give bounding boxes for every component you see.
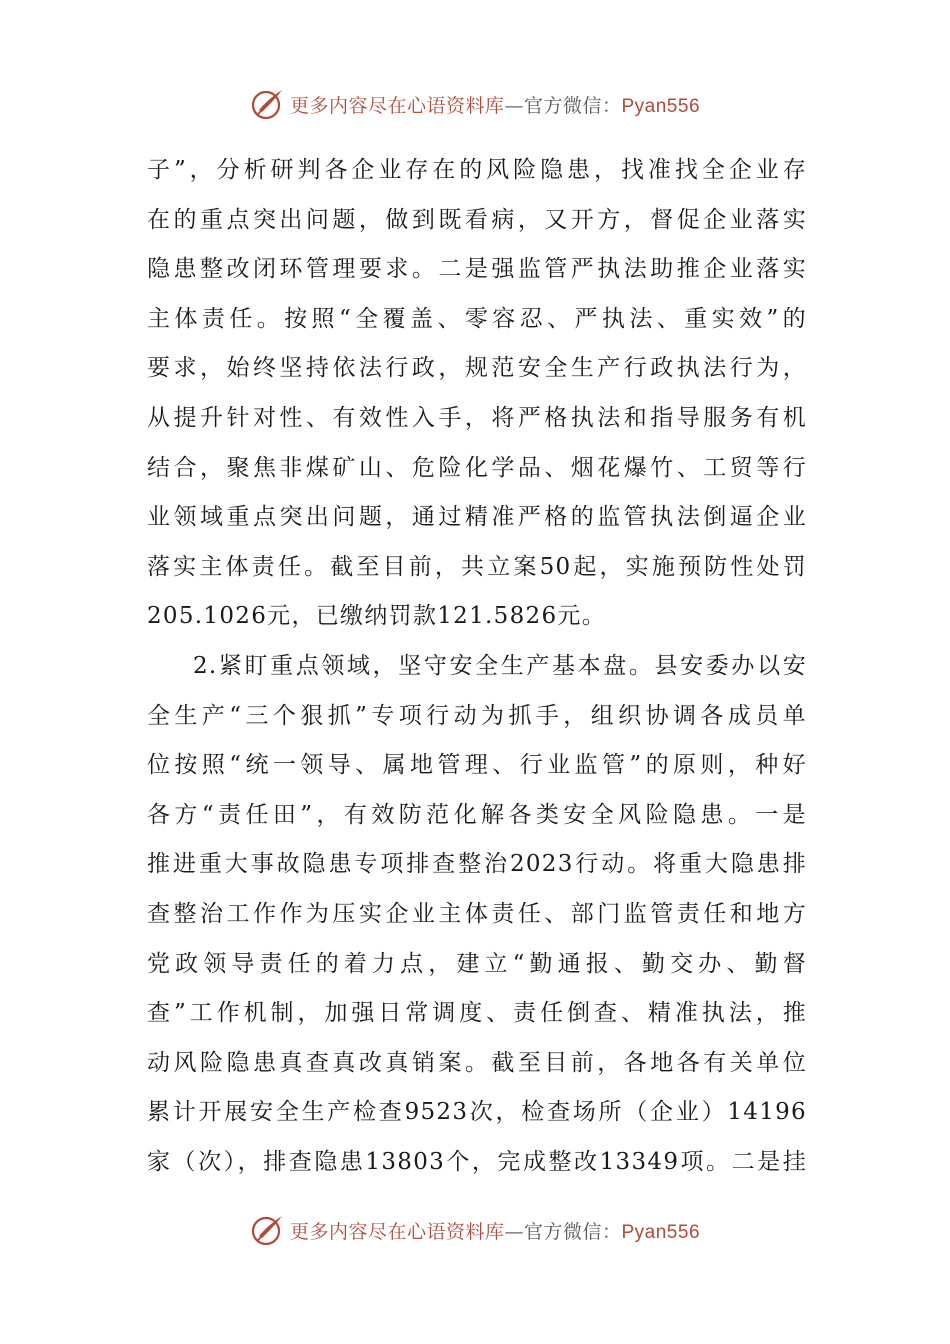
- document-body: [147, 146, 807, 1187]
- text-line-12: 全生产“三个狠抓”专项行动为抓手，组织协调各成员单: [147, 702, 807, 729]
- quill-logo-icon: [250, 1212, 286, 1248]
- text-line-10: 205.1026元，已缴纳罚款121.5826元。: [147, 603, 606, 630]
- watermark-text: [290, 1217, 700, 1244]
- text-line-14: 各方“责任田”，有效防范化解各类安全风险隐患。一是: [147, 801, 807, 828]
- watermark-text: [290, 91, 700, 118]
- watermark-wechat-id: Pyan556: [621, 95, 701, 117]
- text-line-4: 主体责任。按照“全覆盖、零容忍、严执法、重实效”的: [147, 305, 807, 332]
- text-line-3: 隐患整改闭环管理要求。二是强监管严执法助推企业落实: [147, 256, 807, 283]
- header-watermark: [0, 84, 950, 124]
- text-line-15: 推进重大事故隐患专项排查整治2023行动。将重大隐患排: [147, 851, 807, 878]
- quill-logo-icon: [250, 86, 286, 122]
- watermark-wechat-id: Pyan556: [621, 1221, 701, 1243]
- text-line-7: 结合，聚焦非煤矿山、危险化学品、烟花爆竹、工贸等行: [147, 454, 807, 481]
- watermark-wechat-label: 官方微信：: [523, 1220, 622, 1243]
- text-line-11: 2.紧盯重点领域，坚守安全生产基本盘。县安委办以安: [193, 652, 807, 679]
- text-line-9: 落实主体责任。截至目前，共立案50起，实施预防性处罚: [147, 553, 807, 580]
- text-line-6: 从提升针对性、有效性入手，将严格执法和指导服务有机: [147, 404, 807, 431]
- text-line-17: 党政领导责任的着力点，建立“勤通报、勤交办、勤督: [147, 950, 807, 977]
- text-line-5: 要求，始终坚持依法行政，规范安全生产行政执法行为，: [147, 355, 807, 382]
- text-line-21: 家（次），排查隐患13803个，完成整改13349项。二是挂: [147, 1148, 807, 1175]
- footer-watermark: [0, 1210, 950, 1250]
- text-line-8: 业领域重点突出问题，通过精准严格的监管执法倒逼企业: [147, 504, 807, 531]
- watermark-site: 更多内容尽在心语资料库: [289, 1220, 505, 1243]
- text-line-20: 累计开展安全生产检查9523次，检查场所（企业）14196: [147, 1099, 807, 1126]
- text-line-18: 查”工作机制，加强日常调度、责任倒查、精准执法，推: [147, 1000, 807, 1027]
- watermark-dash: —: [504, 1220, 524, 1243]
- watermark-wechat-label: 官方微信：: [523, 94, 622, 117]
- watermark-dash: —: [504, 94, 524, 117]
- text-line-1: 子”，分析研判各企业存在的风险隐患，找准找全企业存: [147, 157, 807, 183]
- watermark-site: 更多内容尽在心语资料库: [289, 94, 505, 117]
- text-line-16: 查整治工作作为压实企业主体责任、部门监管责任和地方: [147, 900, 807, 927]
- text-line-2: 在的重点突出问题，做到既看病，又开方，督促企业落实: [147, 206, 807, 233]
- text-line-13: 位按照“统一领导、属地管理、行业监管”的原则，种好: [147, 752, 807, 779]
- text-line-19: 动风险隐患真查真改真销案。截至目前，各地各有关单位: [147, 1049, 807, 1076]
